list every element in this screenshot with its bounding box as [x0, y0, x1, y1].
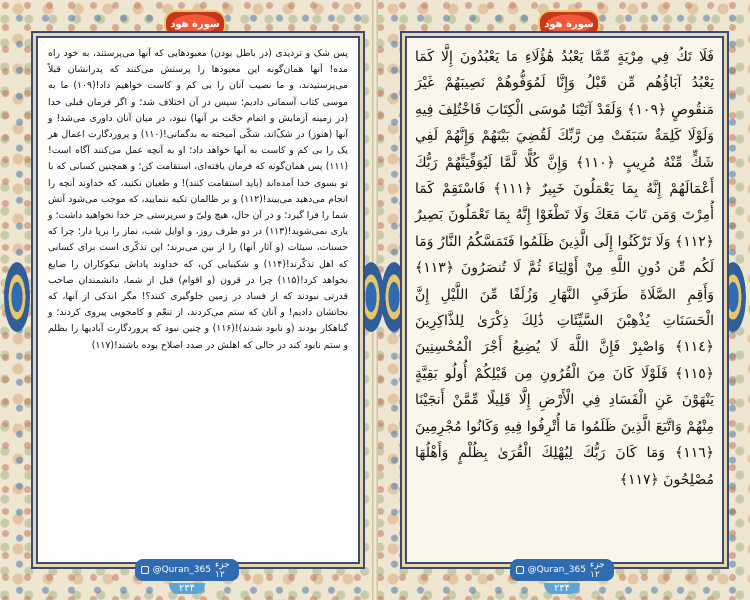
juz-label: جزء ۱۲ [214, 560, 230, 580]
surah-title-badge-left [164, 10, 226, 38]
left-page-footer [137, 559, 237, 594]
persian-translation-text: پس شک و تردیدی (در باطل بودن) معبودهایی که آنها می‌پرستند، به خود راه مده! آنها همان‌گونه این معبودها را پرستش می‌کنند که پدرانشان قبلاً می‌پرستیدند، و ما نصیب آنان را بی کم و کاست خواهیم داد!(۱۰۹) ما به موسی کتاب آسمانی دادیم؛ سپس در آن اختلاف شد؛ و اگر فرمان قبلی خدا (در زمینه آزمایش و اتمام حجّت بر آنها) نبود، در میان آنان داوری می‌شد! و آنها (هنوز) در شکّ‌اند، شکّی آمیخته به بدگمانی!(۱۱۰) و پروردگارت اعمال هر یک را بی کم و کاست به آنها خواهد داد؛ او به آنچه عمل می‌کنند آگاه است!(۱۱۱) پس همان‌گونه که فرمان یافته‌ای، استقامت کن؛ و همچنین کسانی که با تو بسوی خدا آمده‌اند (باید استقامت کنند)! و طغیان نکنید، که خداوند آنچه را انجام می‌دهید می‌بیند!(۱۱۲) و بر ظالمان تکیه ننمایید، که موجب می‌شود آتش شما را فرا گیرد؛ و در آن حال، هیچ ولیّ و سرپرستی جز خدا نخواهید داشت؛ و یاری نمی‌شوید!(۱۱۳) در دو طرف روز، و اوایل شب، نماز را برپا دار؛ چرا که حسنات، سیئات (و آثار آنها) را از بین می‌برند؛ این تذکّری است برای کسانی که اهل تذکّرند!(۱۱۴) و شکیبایی کن، که خداوند پاداش نیکوکاران را ضایع نخواهد کرد!(۱۱۵) چرا در قرون (و اقوام) قبل از شما، دانشمندان صاحب قدرتی نبودند که از فساد در زمین جلوگیری کنند؟! مگر اندکی از آنها، که نجاتشان دادیم! و آنان که ستم می‌کردند، از تنعّم و کامجویی پیروی کردند؛ و گناهکار بودند (و نابود شدند)!(۱۱۶) و چنین نبود که پروردگارت آبادیها را بظلم و ستم نابود کند در حالی که اهلش در صدد اصلاح بوده باشند!(۱۱۷) [48, 48, 349, 351]
right-page-footer [512, 559, 612, 594]
instagram-icon [516, 566, 523, 574]
surah-title-right: سورة هود [544, 18, 594, 30]
translation-page [36, 36, 360, 564]
left-side-medallion [4, 262, 30, 332]
page-number: ۲۳۴ [544, 583, 580, 594]
page-number: ۲۳۴ [169, 583, 205, 594]
channel-handle: @Quran_365 [527, 565, 586, 575]
instagram-icon [141, 566, 148, 574]
surah-title-badge-right [538, 10, 600, 38]
center-right-medallion [381, 262, 407, 332]
surah-title-left: سورة هود [170, 18, 220, 30]
arabic-page [405, 36, 724, 564]
arabic-verses-text: فَلَا تَكُ فِي مِرْيَةٍ مِّمَّا يَعْبُدُ هَٰؤُلَاءِ مَا يَعْبُدُونَ إِلَّا كَمَا يَعْبُدُ آبَاؤُهُم مِّن قَبْلُ وَإِنَّا لَمُوَفُّوهُمْ نَصِيبَهُمْ غَيْرَ مَنقُوصٍ ﴿١٠٩﴾ وَلَقَدْ آتَيْنَا مُوسَى الْكِتَابَ فَاخْتُلِفَ فِيهِ وَلَوْلَا كَلِمَةٌ سَبَقَتْ مِن رَّبِّكَ لَقُضِيَ بَيْنَهُمْ وَإِنَّهُمْ لَفِي شَكٍّ مِّنْهُ مُرِيبٍ ﴿١١٠﴾ وَإِنَّ كُلًّا لَّمَّا لَيُوَفِّيَنَّهُمْ رَبُّكَ أَعْمَالَهُمْ إِنَّهُ بِمَا يَعْمَلُونَ خَبِيرٌ ﴿١١١﴾ فَاسْتَقِمْ كَمَا أُمِرْتَ وَمَن تَابَ مَعَكَ وَلَا تَطْغَوْا إِنَّهُ بِمَا تَعْمَلُونَ بَصِيرٌ ﴿١١٢﴾ وَلَا تَرْكَنُوا إِلَى الَّذِينَ ظَلَمُوا فَتَمَسَّكُمُ النَّارُ وَمَا لَكُم مِّن دُونِ اللَّهِ مِنْ أَوْلِيَاءَ ثُمَّ لَا تُنصَرُونَ ﴿١١٣﴾ وَأَقِمِ الصَّلَاةَ طَرَفَيِ النَّهَارِ وَزُلَفًا مِّنَ اللَّيْلِ إِنَّ الْحَسَنَاتِ يُذْهِبْنَ السَّيِّئَاتِ ذَٰلِكَ ذِكْرَىٰ لِلذَّاكِرِينَ ﴿١١٤﴾ وَاصْبِرْ فَإِنَّ اللَّهَ لَا يُضِيعُ أَجْرَ الْمُحْسِنِينَ ﴿١١٥﴾ فَلَوْلَا كَانَ مِنَ الْقُرُونِ مِن قَبْلِكُمْ أُولُو بَقِيَّةٍ يَنْهَوْنَ عَنِ الْفَسَادِ فِي الْأَرْضِ إِلَّا قَلِيلًا مِّمَّنْ أَنجَيْنَا مِنْهُمْ وَاتَّبَعَ الَّذِينَ ظَلَمُوا مَا أُتْرِفُوا فِيهِ وَكَانُوا مُجْرِمِينَ ﴿١١٦﴾ وَمَا كَانَ رَبُّكَ لِيُهْلِكَ الْقُرَىٰ بِظُلْمٍ وَأَهْلُهَا مُصْلِحُونَ ﴿١١٧﴾ [415, 49, 714, 488]
right-footer-handle [510, 559, 613, 581]
juz-label: جزء ۱۲ [589, 560, 605, 580]
left-footer-handle [135, 559, 238, 581]
channel-handle: @Quran_365 [152, 565, 211, 575]
